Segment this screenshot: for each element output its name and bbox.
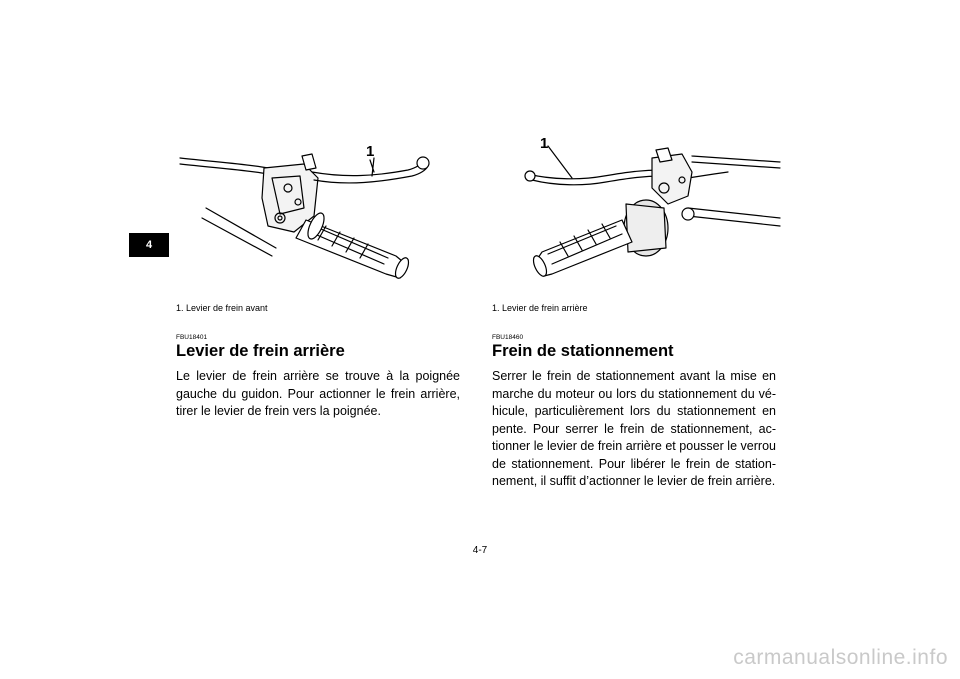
- figure-callout-number: 1: [540, 135, 549, 152]
- chapter-tab: [129, 233, 169, 257]
- section-reference-code: FBU18401: [176, 334, 208, 341]
- figure-caption: 1. Levier de frein avant: [176, 303, 268, 313]
- rear-brake-lever-illustration: [492, 128, 782, 296]
- section-body-text: Serrer le frein de stationnement avant la mise en marche du moteur ou lors du stationnement du véhicule, particulièrement lors du stationnement en pente. Pour serrer le frein de stationnement, actionner le levier de frein arrière et pousser le verrou de stationnement. Pour libérer le frein de stationnement, il suffit d’actionner le levier de frein arrière.: [492, 369, 776, 488]
- figure-callout-number: 1: [366, 143, 375, 160]
- section-heading: Frein de stationnement: [492, 342, 674, 360]
- figure-caption: 1. Levier de frein arrière: [492, 303, 588, 313]
- chapter-tab-label: 4: [145, 239, 153, 251]
- site-watermark: carmanualsonline.info: [733, 646, 948, 669]
- front-brake-lever-illustration: [176, 128, 466, 296]
- section-body-text: Le levier de frein arrière se trouve à la poignée gauche du guidon. Pour actionner le frein arrière, tirer le levier de frein vers la poignée.: [176, 369, 460, 418]
- page-number: 4-7: [472, 545, 488, 556]
- section-heading: Levier de frein arrière: [176, 342, 345, 360]
- section-reference-code: FBU18460: [492, 334, 524, 341]
